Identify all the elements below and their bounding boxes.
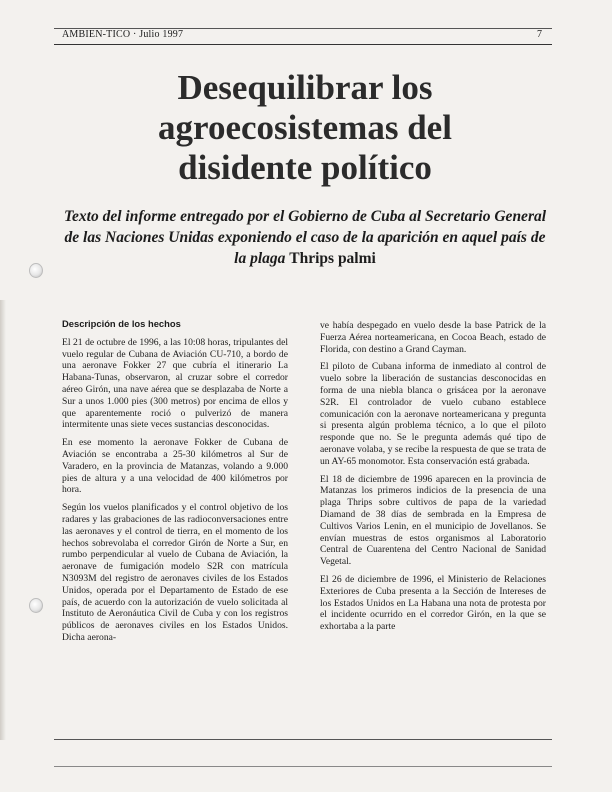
- title-line: Desequilibrar los: [177, 68, 433, 107]
- header-rule: [54, 44, 552, 45]
- article-column-right: [320, 320, 546, 639]
- article-subtitle: [60, 206, 550, 269]
- subtitle-text: Texto del informe entregado por el Gobierno de Cuba al Secretario General de las Naciones Unidas exponiendo el caso de la aparición en aquel país de la plaga: [63, 208, 547, 267]
- page-edge-shadow: [0, 300, 6, 740]
- paragraph: ve había despegado en vuelo desde la base Patrick de la Fuerza Aérea norteamericana, en Cocoa Beach, estado de Florida, con destino a Grand Cayman.: [320, 320, 546, 355]
- paragraph: El piloto de Cubana informa de inmediato al control de vuelo sobre la liberación de sustancias desconocidas en forma de una niebla blanca o grisácea por la aeronave S2R. El controlador de vuelo cubano establece comunicación con la aeronave norteamericana y pregunta si presenta algún problema técnico, a lo que el piloto responde que no. Se le pregunta además qué tipo de aeronave volaba, y se recibe la respuesta de que se trata de un AY-65 monomotor. Esta conservación está grabada.: [320, 361, 546, 467]
- running-header: AMBIEN-TICO · Julio 1997: [62, 29, 184, 40]
- paragraph: Según los vuelos planificados y el control objetivo de los radares y las grabaciones de las radioconversaciones entre las aeronaves y el control de tierra, en el momento de los hechos sobrevolaba el corredor Girón de Norte a Sur, en rumbo perpendicular al vuelo de Cubana de Aviación, la aeronave de fumigación modelo S2R con matrícula N3093M del registro de aeronaves civiles de los Estados Unidos, operada por el Departamento de Estado de ese país, de acuerdo con la autorización de vuelo solicitada al Instituto de Aeronáutica Civil de Cuba y con los registros públicos de aeronaves civiles en los Estados Unidos. Dicha aerona-: [62, 502, 288, 643]
- article-title: [60, 68, 550, 188]
- paragraph: El 21 de octubre de 1996, a las 10:08 horas, tripulantes del vuelo regular de Cubana de Aviación CU-710, a bordo de una aeronave Fokker 27 que cubría el itinerario La Habana-Tunas, observaron, al cruzar sobre el corredor aéreo Girón, una nave aérea que se desplazaba de Norte a Sur a unos 1.000 pies (300 metros) por encima de ellos y que aparentemente roció o pulverizó de manera intermitente unas siete veces sustancias desconocidas.: [62, 336, 288, 431]
- paragraph: El 18 de diciembre de 1996 aparecen en la provincia de Matanzas los primeros indicios de la presencia de una plaga Thrips sobre cultivos de papa de la variedad Diamand de 38 días de sembrada en la Empresa de Cultivos Varios Lenin, en el municipio de Jovellanos. Se envían muestras de estos organismos al Laboratorio Central de Cuarentena del Centro Nacional de Sanidad Vegetal.: [320, 473, 546, 568]
- paragraph: El 26 de diciembre de 1996, el Ministerio de Relaciones Exteriores de Cuba presenta a la Sección de Intereses de los Estados Unidos en La Habana una nota de protesta por el incidente ocurrido en el corredor Girón, en la que se exhortaba a la parte: [320, 573, 546, 633]
- title-line: agroecosistemas del: [158, 108, 452, 147]
- footer-rule-lower: [54, 766, 552, 767]
- title-line: disidente político: [178, 148, 432, 187]
- punch-hole: [29, 598, 43, 613]
- article-column-left: [62, 318, 288, 650]
- paragraph: En ese momento la aeronave Fokker de Cubana de Aviación se encontraba a 25-30 kilómetros al Sur de Varadero, en la provincia de Matanzas, volando a 9.000 pies de altura y a una velocidad de 400 kilómetros por hora.: [62, 437, 288, 496]
- footer-rule: [54, 739, 552, 740]
- punch-hole: [29, 263, 43, 278]
- subtitle-species: Thrips palmi: [289, 250, 376, 267]
- section-heading: Descripción de los hechos: [62, 318, 181, 329]
- page-number: 7: [537, 29, 542, 40]
